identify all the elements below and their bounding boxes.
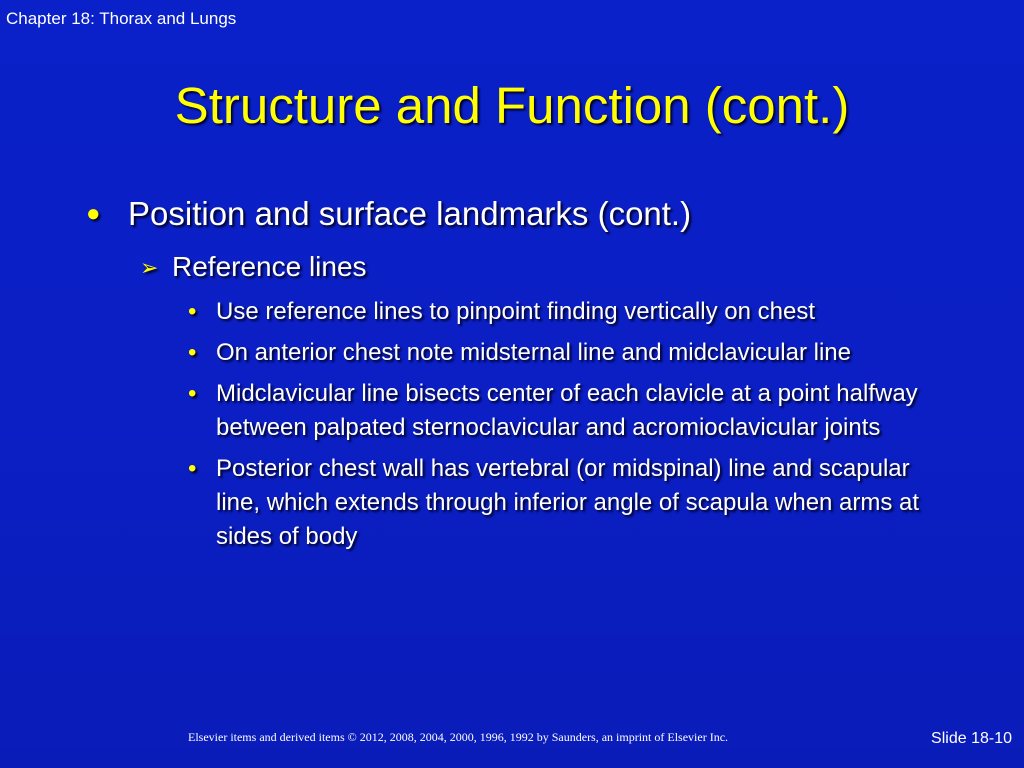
bullet-level2-text: Reference lines	[172, 251, 367, 282]
list-item	[188, 336, 948, 370]
list-item-text: Use reference lines to pinpoint finding vertically on chest	[216, 298, 815, 325]
list-item	[188, 295, 948, 329]
bullet-level3-list	[188, 295, 948, 561]
bullet-level1-text: Position and surface landmarks (cont.)	[128, 195, 692, 232]
arrow-bullet-icon: ➢	[140, 255, 159, 280]
dot-bullet-icon: •	[188, 380, 197, 407]
list-item-text: Midclavicular line bisects center of each clavicle at a point halfway between palpated sternoclavicular and acromioclavicular joints	[216, 380, 918, 441]
slide-number: Slide 18-10	[931, 730, 1012, 747]
dot-bullet-icon: •	[188, 339, 197, 366]
list-item-text: Posterior chest wall has vertebral (or midspinal) line and scapular line, which extends through inferior angle of scapula when arms at sides of body	[216, 455, 920, 550]
copyright-footer: Elsevier items and derived items © 2012, 2008, 2004, 2000, 1996, 1992 by Saunders, an imprint of Elsevier Inc.	[188, 730, 729, 744]
slide-title: Structure and Function (cont.)	[174, 77, 850, 134]
dot-bullet-icon: •	[188, 298, 197, 325]
dot-bullet-icon: •	[188, 455, 197, 482]
list-item-text: On anterior chest note midsternal line and midclavicular line	[216, 339, 851, 366]
list-item	[188, 452, 948, 554]
round-bullet-icon: ●	[86, 200, 101, 227]
list-item	[188, 377, 948, 445]
chapter-label: Chapter 18: Thorax and Lungs	[6, 9, 237, 28]
